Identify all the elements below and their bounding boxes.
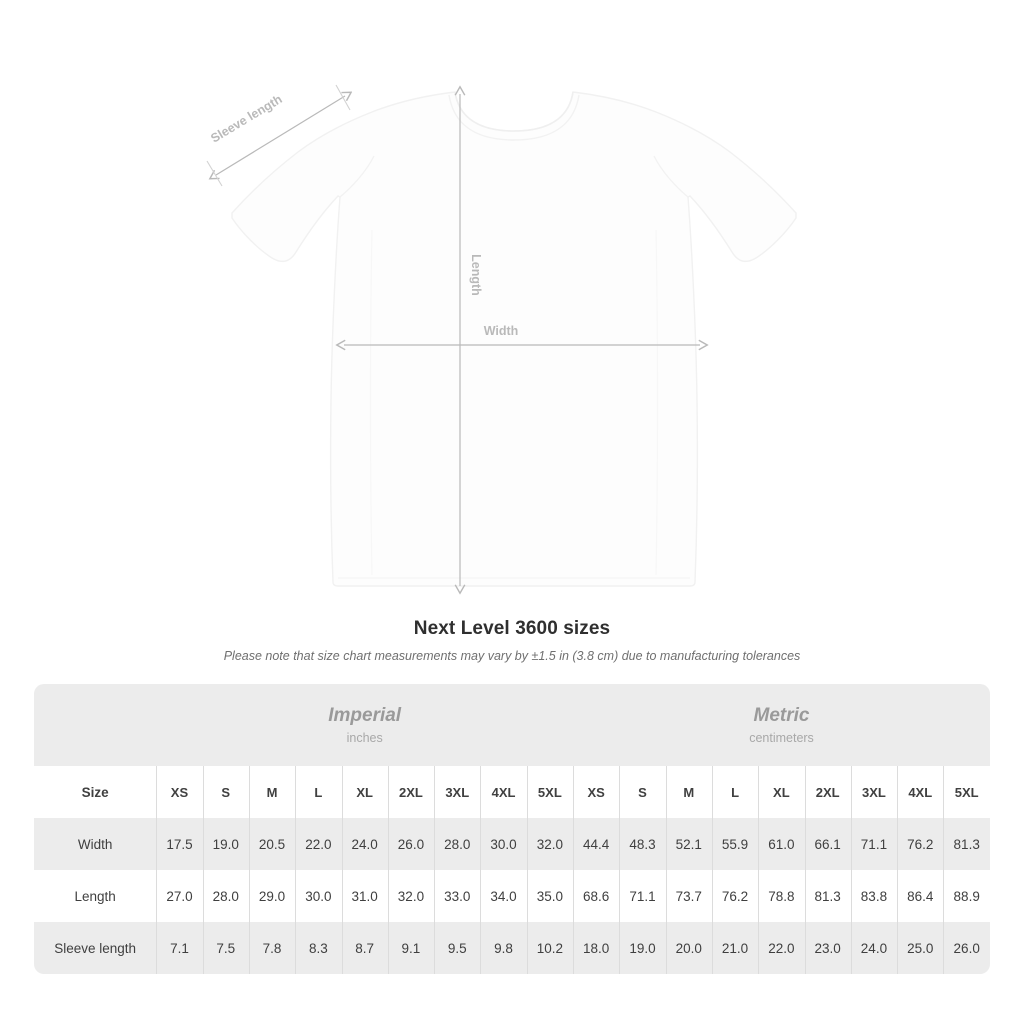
size-cell-metric-2xl: 2XL (805, 766, 851, 818)
sleeve-imperial-xs: 7.1 (156, 922, 202, 974)
width-metric-xl: 61.0 (758, 818, 804, 870)
sleeve-length-label: Sleeve length (208, 92, 285, 146)
system-header-imperial (156, 684, 573, 766)
sleeve-metric-5xl: 26.0 (943, 922, 990, 974)
table-row (34, 870, 990, 922)
width-imperial-2xl: 26.0 (388, 818, 434, 870)
sleeve-imperial-l: 8.3 (295, 922, 341, 974)
system-unit-metric: centimeters (749, 730, 814, 745)
size-label-row (34, 766, 990, 818)
size-cell-imperial-4xl: 4XL (480, 766, 526, 818)
size-cell-metric-3xl: 3XL (851, 766, 897, 818)
width-metric-3xl: 71.1 (851, 818, 897, 870)
width-imperial-xs: 17.5 (156, 818, 202, 870)
width-imperial-5xl: 32.0 (527, 818, 573, 870)
width-metric-5xl: 81.3 (943, 818, 990, 870)
row-header-sleeve-length: Sleeve length (34, 922, 156, 974)
sleeve-imperial-3xl: 9.5 (434, 922, 480, 974)
length-label: Length (469, 254, 483, 296)
length-metric-xs: 68.6 (573, 870, 619, 922)
length-imperial-4xl: 34.0 (480, 870, 526, 922)
tshirt-shape (232, 92, 796, 586)
length-imperial-xs: 27.0 (156, 870, 202, 922)
length-metric-5xl: 88.9 (943, 870, 990, 922)
sleeve-metric-3xl: 24.0 (851, 922, 897, 974)
length-imperial-5xl: 35.0 (527, 870, 573, 922)
width-imperial-xl: 24.0 (342, 818, 388, 870)
length-imperial-xl: 31.0 (342, 870, 388, 922)
width-metric-2xl: 66.1 (805, 818, 851, 870)
sleeve-imperial-4xl: 9.8 (480, 922, 526, 974)
size-cell-imperial-xs: XS (156, 766, 202, 818)
width-metric-xs: 44.4 (573, 818, 619, 870)
size-cell-metric-5xl: 5XL (943, 766, 990, 818)
size-cell-metric-s: S (619, 766, 665, 818)
page-title: Next Level 3600 sizes (413, 618, 611, 639)
sleeve-metric-4xl: 25.0 (897, 922, 943, 974)
sleeve-imperial-xl: 8.7 (342, 922, 388, 974)
width-imperial-4xl: 30.0 (480, 818, 526, 870)
length-metric-3xl: 83.8 (851, 870, 897, 922)
table-row (34, 818, 990, 870)
size-cell-imperial-xl: XL (342, 766, 388, 818)
length-metric-s: 71.1 (619, 870, 665, 922)
length-imperial-m: 29.0 (249, 870, 295, 922)
sleeve-imperial-2xl: 9.1 (388, 922, 434, 974)
width-label: Width (483, 324, 519, 338)
sleeve-metric-s: 19.0 (619, 922, 665, 974)
tolerance-note: Please note that size chart measurements may vary by ±1.5 in (3.8 cm) due to manufacturing tolerances (223, 649, 801, 663)
system-header-row (34, 684, 990, 766)
width-metric-s: 48.3 (619, 818, 665, 870)
size-cell-imperial-m: M (249, 766, 295, 818)
length-imperial-s: 28.0 (203, 870, 249, 922)
width-metric-l: 55.9 (712, 818, 758, 870)
size-cell-imperial-3xl: 3XL (434, 766, 480, 818)
width-imperial-3xl: 28.0 (434, 818, 480, 870)
size-cell-metric-l: L (712, 766, 758, 818)
length-metric-xl: 78.8 (758, 870, 804, 922)
size-chart-table (34, 684, 990, 974)
sleeve-imperial-5xl: 10.2 (527, 922, 573, 974)
row-header-width: Width (34, 818, 156, 870)
size-cell-metric-4xl: 4XL (897, 766, 943, 818)
row-header-length: Length (34, 870, 156, 922)
length-imperial-3xl: 33.0 (434, 870, 480, 922)
row-header-size: Size (34, 766, 156, 818)
length-imperial-l: 30.0 (295, 870, 341, 922)
sleeve-metric-m: 20.0 (666, 922, 712, 974)
system-unit-imperial: inches (346, 730, 383, 745)
width-metric-4xl: 76.2 (897, 818, 943, 870)
length-metric-2xl: 81.3 (805, 870, 851, 922)
system-header-metric (573, 684, 990, 766)
sleeve-metric-l: 21.0 (712, 922, 758, 974)
size-chart-table-container (34, 684, 990, 974)
length-metric-l: 76.2 (712, 870, 758, 922)
size-cell-imperial-5xl: 5XL (527, 766, 573, 818)
sleeve-metric-xl: 22.0 (758, 922, 804, 974)
sleeve-metric-xs: 18.0 (573, 922, 619, 974)
sleeve-metric-2xl: 23.0 (805, 922, 851, 974)
size-cell-imperial-l: L (295, 766, 341, 818)
sleeve-imperial-m: 7.8 (249, 922, 295, 974)
sleeve-imperial-s: 7.5 (203, 922, 249, 974)
length-imperial-2xl: 32.0 (388, 870, 434, 922)
system-name-imperial: Imperial (328, 705, 402, 727)
width-metric-m: 52.1 (666, 818, 712, 870)
system-name-metric: Metric (753, 705, 810, 727)
length-metric-m: 73.7 (666, 870, 712, 922)
system-header-blank (34, 684, 156, 766)
length-metric-4xl: 86.4 (897, 870, 943, 922)
table-row (34, 922, 990, 974)
size-cell-metric-xs: XS (573, 766, 619, 818)
size-cell-metric-xl: XL (758, 766, 804, 818)
width-imperial-m: 20.5 (249, 818, 295, 870)
size-cell-metric-m: M (666, 766, 712, 818)
width-imperial-l: 22.0 (295, 818, 341, 870)
size-cell-imperial-2xl: 2XL (388, 766, 434, 818)
width-imperial-s: 19.0 (203, 818, 249, 870)
size-cell-imperial-s: S (203, 766, 249, 818)
